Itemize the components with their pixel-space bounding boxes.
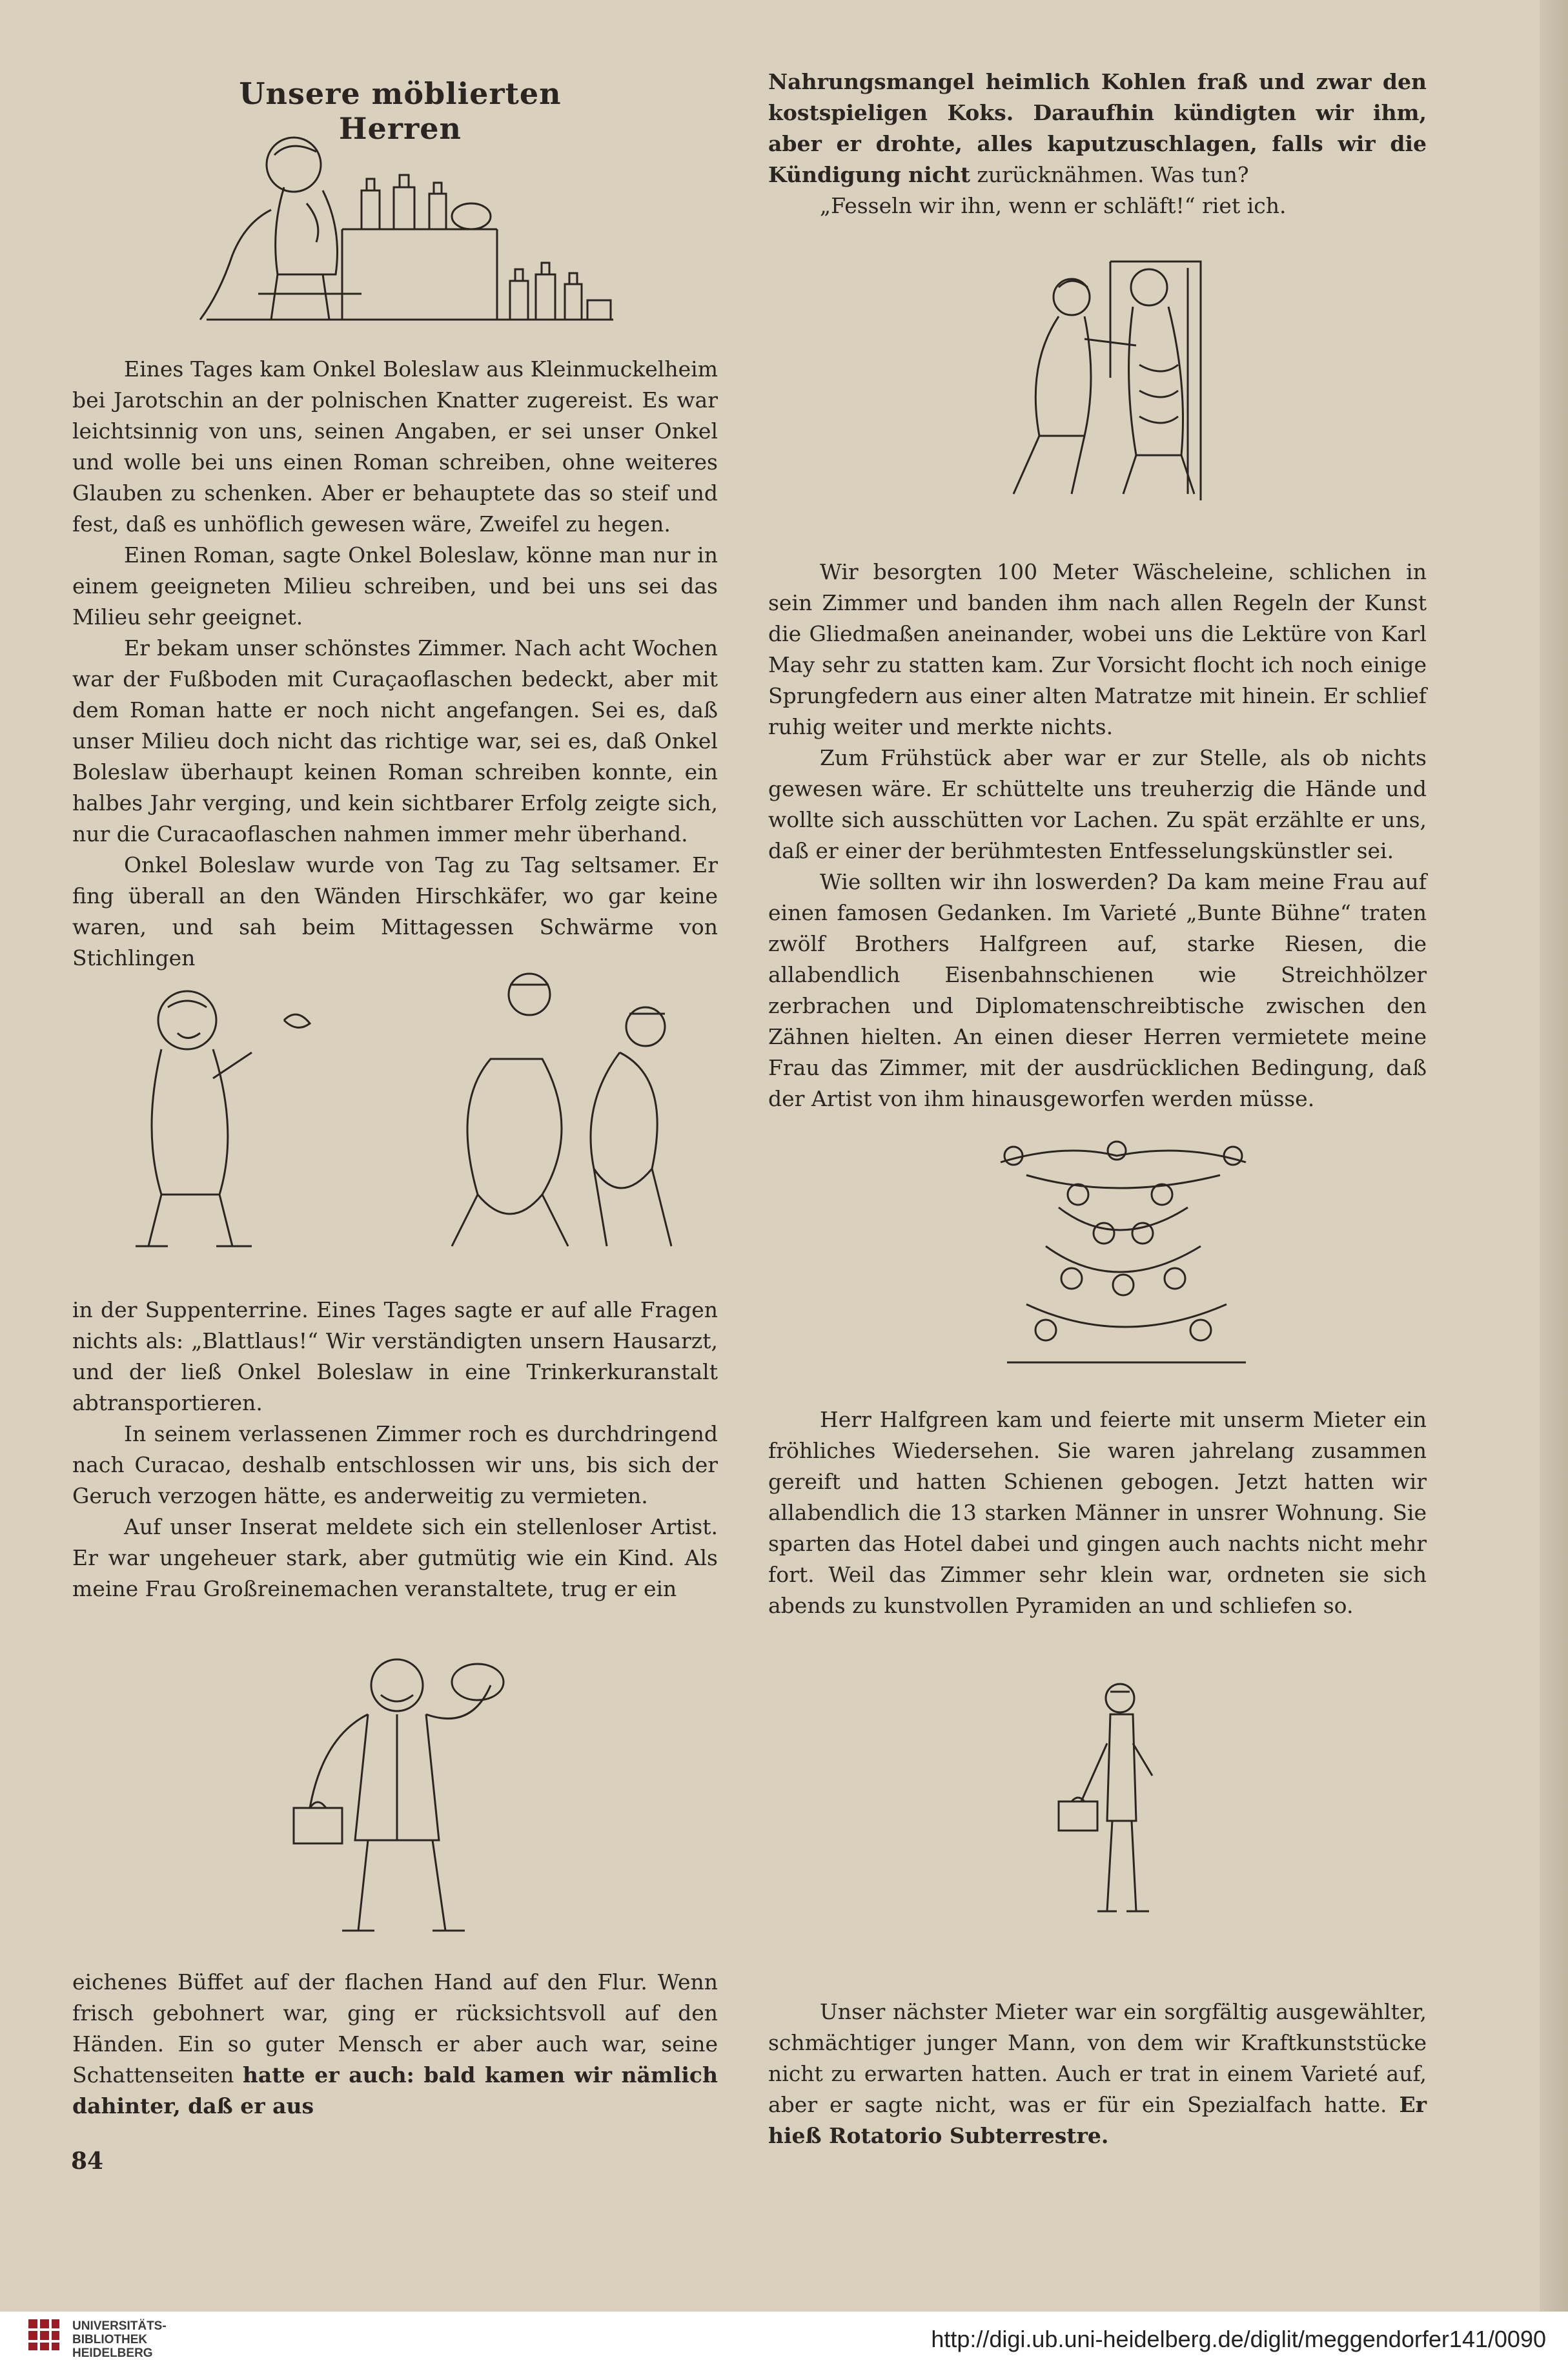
page-edge	[1540, 0, 1568, 2312]
article-title: Unsere möblierten Herren	[239, 76, 562, 146]
text-bold: hatte er auch: bald kamen wir nämlich dahinter, daß er aus	[72, 2062, 718, 2119]
illustration-strongman-with-suitcase	[284, 1647, 516, 1950]
paragraph: Er bekam unser schönstes Zimmer. Nach acht Wochen war der Fußboden mit Curaçaoflaschen bedeckt, aber mit dem Roman hatte er noch nicht angefangen. Sei es, daß unser Milieu doch nicht das richtige war, sei es, daß Onkel Boleslaw überhaupt keinen Roman schreiben konnte, ein halbes Jahr verging, und kein sichtbarer Erfolg zeigte sich, nur die Curacaoflaschen nahmen immer mehr überhand.	[72, 635, 718, 847]
illustration-beetle-and-figures	[90, 962, 710, 1259]
paragraph: Wir besorgten 100 Meter Wäscheleine, schlichen in sein Zimmer und banden ihm nach allen Regeln der Kunst die Gliedmaßen aneinander, wobei uns die Lektüre von Karl May sehr zu statten kam. Zur Vorsicht flocht ich noch einige Sprungfedern aus einer alten Matratze mit hinein. Er schlief ruhig weiter und merkte nichts.	[768, 559, 1427, 739]
paragraph: Auf unser Inserat meldete sich ein stellenloser Artist. Er war ungeheuer stark, aber gutmütig wie ein Kind. Als meine Frau Großreinemachen veranstaltete, trug er ein	[72, 1514, 718, 1601]
text-normal: eichenes Büffet auf der flachen Hand auf den Flur. Wenn frisch gebohnert war, ging er rücksichtsvoll auf den Händen. Ein so guter Mensch er aber auch war, seine Schattenseiten	[72, 1969, 718, 2088]
illustration-slim-man-with-suitcase	[1055, 1672, 1172, 1931]
left-column-para3	[72, 1967, 718, 2122]
left-column-para2	[72, 1295, 718, 1605]
text-normal: Unser nächster Mieter war ein sorgfältig ausgewählter, schmächtiger junger Mann, von dem wir Kraftkunststücke nicht zu erwarten hatten. Auch er trat in einem Varieté auf, aber er sagte nicht, was er für ein Spezialfach hatte.	[768, 1999, 1427, 2117]
paragraph: Eines Tages kam Onkel Boleslaw aus Kleinmuckelheim bei Jarotschin an der polnischen Knatter zugereist. Es war leichtsinnig von uns, seinen Angaben, er sei unser Onkel und wolle bei uns einen Roman schreiben, ohne weiteres Glauben zu schenken. Aber er behauptete das so steif und fest, daß es unhöflich gewesen wäre, Zweifel zu hegen.	[72, 356, 718, 537]
paragraph: Einen Roman, sagte Onkel Boleslaw, könne man nur in einem geeigneten Milieu schreiben, und bei uns sei das Milieu sehr geeignet.	[72, 542, 718, 630]
text-bold: Er hieß Rotatorio Subterrestre.	[768, 2092, 1427, 2148]
text-normal: zurücknähmen. Was tun?	[977, 162, 1249, 187]
library-logo-text	[72, 2319, 167, 2360]
right-column-para3	[768, 1404, 1427, 1621]
right-column-para1	[768, 67, 1427, 221]
paragraph: in der Suppenterrine. Eines Tages sagte er auf alle Fragen nichts als: „Blattlaus!“ Wir verständigten unsern Hausarzt, und der ließ Onkel Boleslaw in eine Trinkerkuranstalt abtransportieren.	[72, 1297, 718, 1415]
paragraph: Wie sollten wir ihn loswerden? Da kam meine Frau auf einen famosen Gedanken. Im Varieté „Bunte Bühne“ traten zwölf Brothers Halfgreen auf, starke Riesen, die allabendlich Eisenbahnschienen wie Streichhölzer zerbrachen und Diplomatenschreibtische zwischen den Zähnen hielten. An einen dieser Herren vermietete meine Frau das Zimmer, mit der ausdrücklichen Bedingung, daß der Artist von ihm hinausgeworfen werden müsse.	[768, 869, 1427, 1111]
left-column-para1	[72, 354, 718, 974]
right-column-para2	[768, 557, 1427, 1114]
paragraph: In seinem verlassenen Zimmer roch es durchdringend nach Curacao, deshalb entschlossen wir uns, bis sich der Geruch verzogen hätte, es anderweitig zu vermieten.	[72, 1421, 718, 1508]
permalink-url[interactable]: http://digi.ub.uni-heidelberg.de/diglit/meggendorfer141/0090	[931, 2326, 1546, 2352]
page-number: 84	[71, 2148, 104, 2175]
illustration-uncle-with-bottles	[194, 126, 620, 326]
paragraph: Herr Halfgreen kam und feierte mit unserm Mieter ein fröhliches Wiedersehen. Sie waren jahrelang zusammen gereift und hatten Schienen gebogen. Jetzt hatten wir allabendlich die 13 starken Männer in unsrer Wohnung. Sie sparten das Hotel dabei und gingen auch nachts nicht mehr fort. Weil das Zimmer sehr klein war, ordneten sie sich abends zu kunstvollen Pyramiden an und schliefen so.	[768, 1407, 1427, 1618]
paragraph: Zum Frühstück aber war er zur Stelle, als ob nichts gewesen wäre. Er schüttelte uns treuherzig die Hände und wollte sich ausschütten vor Lachen. Zu spät erzählte er uns, daß er einer der berühmtesten Entfesselungskünstler sei.	[768, 745, 1427, 863]
paragraph: Onkel Boleslaw wurde von Tag zu Tag seltsamer. Er fing überall an den Wänden Hirschkäfer, wo gar keine waren, und sah beim Mittagessen Schwärme von Stichlingen	[72, 852, 718, 970]
logo-line: HEIDELBERG	[72, 2346, 153, 2360]
text-bold: Nahrungsmangel heimlich Kohlen fraß und zwar den kostspieligen Koks. Daraufhin kündigten wir ihm, aber er drohte, alles kaputzuschlagen, falls wir die Kündigung nicht	[768, 69, 1427, 187]
logo-line: UNIVERSITÄTS-	[72, 2319, 167, 2333]
right-column-para4	[768, 1996, 1427, 2151]
university-seal-icon	[26, 2317, 62, 2353]
logo-line: BIBLIOTHEK	[72, 2333, 148, 2346]
paragraph: „Fesseln wir ihn, wenn er schläft!“ riet ich.	[820, 193, 1287, 218]
illustration-human-pyramid	[988, 1136, 1259, 1369]
illustration-couple-at-door	[975, 249, 1220, 507]
